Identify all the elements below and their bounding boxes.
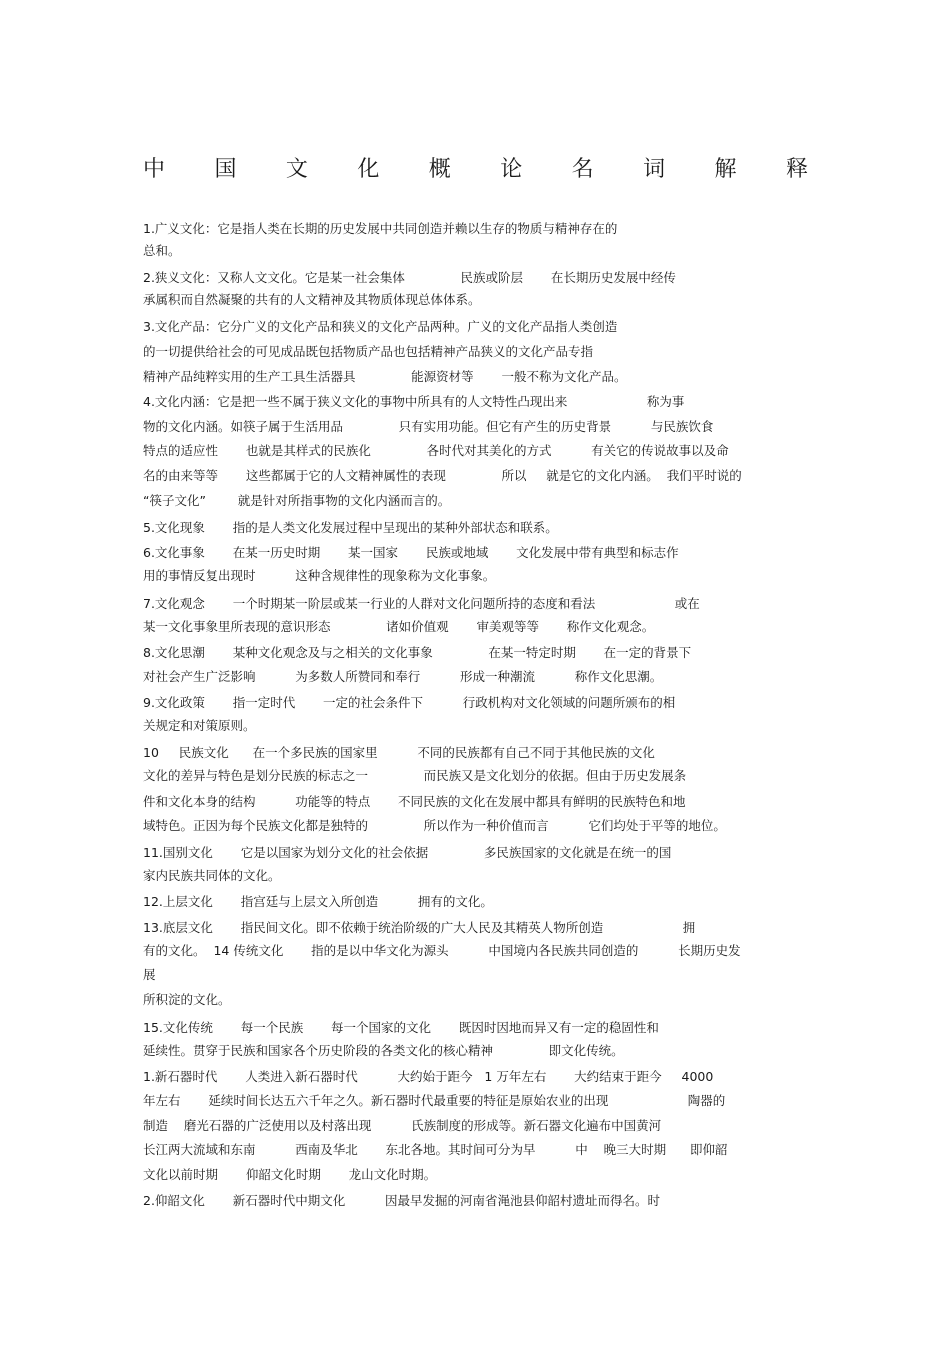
text-line: 关规定和对策原则。 [143, 718, 256, 733]
text-line: 承属积而自然凝聚的共有的人文精神及其物质体现总体体系。 [143, 292, 481, 307]
text-line: 9.文化政策 指一定时代 一定的社会条件下 行政机构对文化领域的问题所颁布的相 [143, 695, 676, 710]
text-line: 制造 磨光石器的广泛使用以及村落出现 氏族制度的形成等。新石器文化遍布中国黄河 [143, 1118, 662, 1133]
text-line: 长江两大流域和东南 西南及华北 东北各地。其时间可分为早 中 晚三大时期 即仰韶 [143, 1142, 728, 1157]
title-char: 中 [143, 157, 166, 182]
title-char: 论 [500, 157, 523, 182]
title-char: 化 [357, 157, 380, 182]
text-line: 6.文化事象 在某一历史时期 某一国家 民族或地域 文化发展中带有典型和标志作 [143, 545, 679, 560]
title-char: 名 [571, 157, 594, 182]
title-char: 词 [643, 157, 666, 182]
text-line: 2.狭义文化：又称人文文化。它是某一社会集体 民族或阶层 在长期历史发展中经传 [143, 270, 676, 285]
text-line: 名的由来等等 这些都属于它的人文精神属性的表现 所以 就是它的文化内涵。 我们平时说的 [143, 468, 742, 483]
title-char: 国 [214, 157, 237, 182]
text-line: 13.底层文化 指民间文化。即不依赖于统治阶级的广大人民及其精英人物所创造 拥 [143, 920, 696, 935]
text-line: 5.文化现象 指的是人类文化发展过程中呈现出的某种外部状态和联系。 [143, 520, 558, 535]
title-char: 释 [785, 157, 808, 182]
text-line: 文化的差异与特色是划分民族的标志之一 而民族又是文化划分的依据。但由于历史发展条 [143, 768, 687, 783]
text-line: 8.文化思潮 某种文化观念及与之相关的文化事象 在某一特定时期 在一定的背景下 [143, 645, 692, 660]
text-line: 10 民族文化 在一个多民族的国家里 不同的民族都有自己不同于其他民族的文化 [143, 745, 655, 760]
text-line: 年左右 延续时间长达五六千年之久。新石器时代最重要的特征是原始农业的出现 陶器的 [143, 1093, 726, 1108]
text-line: 用的事情反复出现时 这种含规律性的现象称为文化事象。 [143, 568, 496, 583]
text-line: 精神产品纯粹实用的生产工具生活器具 能源资材等 一般不称为文化产品。 [143, 369, 627, 384]
text-line: 的一切提供给社会的可见成品既包括物质产品也包括精神产品狭义的文化产品专指 [143, 344, 594, 359]
text-line: 域特色。正因为每个民族文化都是独特的 所以作为一种价值而言 它们均处于平等的地位。 [143, 818, 726, 833]
text-line: “筷子文化” 就是针对所指事物的文化内涵而言的。 [143, 493, 451, 508]
text-line: 家内民族共同体的文化。 [143, 868, 281, 883]
text-line: 件和文化本身的结构 功能等的特点 不同民族的文化在发展中都具有鲜明的民族特色和地 [143, 794, 686, 809]
page-title [143, 152, 808, 182]
text-line: 15.文化传统 每一个民族 每一个国家的文化 既因时因地而异又有一定的稳固性和 [143, 1020, 659, 1035]
text-line: 总和。 [143, 243, 181, 258]
text-line: 物的文化内涵。如筷子属于生活用品 只有实用功能。但它有产生的历史背景 与民族饮食 [143, 419, 714, 434]
text-line: 某一文化事象里所表现的意识形态 诸如价值观 审美观等等 称作文化观念。 [143, 619, 655, 634]
text-line: 展 [143, 967, 156, 982]
text-line: 文化以前时期 仰韶文化时期 龙山文化时期。 [143, 1167, 437, 1182]
text-line: 1.新石器时代 人类进入新石器时代 大约始于距今 1 万年左右 大约结束于距今 4000 [143, 1069, 714, 1084]
text-line: 所积淀的文化。 [143, 992, 231, 1007]
text-line: 7.文化观念 一个时期某一阶层或某一行业的人群对文化问题所持的态度和看法 或在 [143, 596, 700, 611]
text-line: 3.文化产品：它分广义的文化产品和狭义的文化产品两种。广义的文化产品指人类创造 [143, 319, 618, 334]
text-line: 11.国别文化 它是以国家为划分文化的社会依据 多民族国家的文化就是在统一的国 [143, 845, 672, 860]
text-line: 对社会产生广泛影响 为多数人所赞同和奉行 形成一种潮流 称作文化思潮。 [143, 669, 663, 684]
text-line: 4.文化内涵：它是把一些不属于狭义文化的事物中所具有的人文特性凸现出来 称为事 [143, 394, 685, 409]
title-char: 解 [714, 157, 737, 182]
text-line: 2.仰韶文化 新石器时代中期文化 因最早发掘的河南省渑池县仰韶村遗址而得名。时 [143, 1193, 660, 1208]
text-line: 1.广义文化：它是指人类在长期的历史发展中共同创造并赖以生存的物质与精神存在的 [143, 221, 618, 236]
text-line: 延续性。贯穿于民族和国家各个历史阶段的各类文化的核心精神 即文化传统。 [143, 1043, 624, 1058]
title-char: 概 [428, 157, 451, 182]
text-line: 有的文化。 14 传统文化 指的是以中华文化为源头 中国境内各民族共同创造的 长期历史发 [143, 943, 741, 958]
text-line: 12.上层文化 指宫廷与上层文入所创造 拥有的文化。 [143, 894, 493, 909]
title-char: 文 [285, 157, 308, 182]
text-line: 特点的适应性 也就是其样式的民族化 各时代对其美化的方式 有关它的传说故事以及命 [143, 443, 729, 458]
